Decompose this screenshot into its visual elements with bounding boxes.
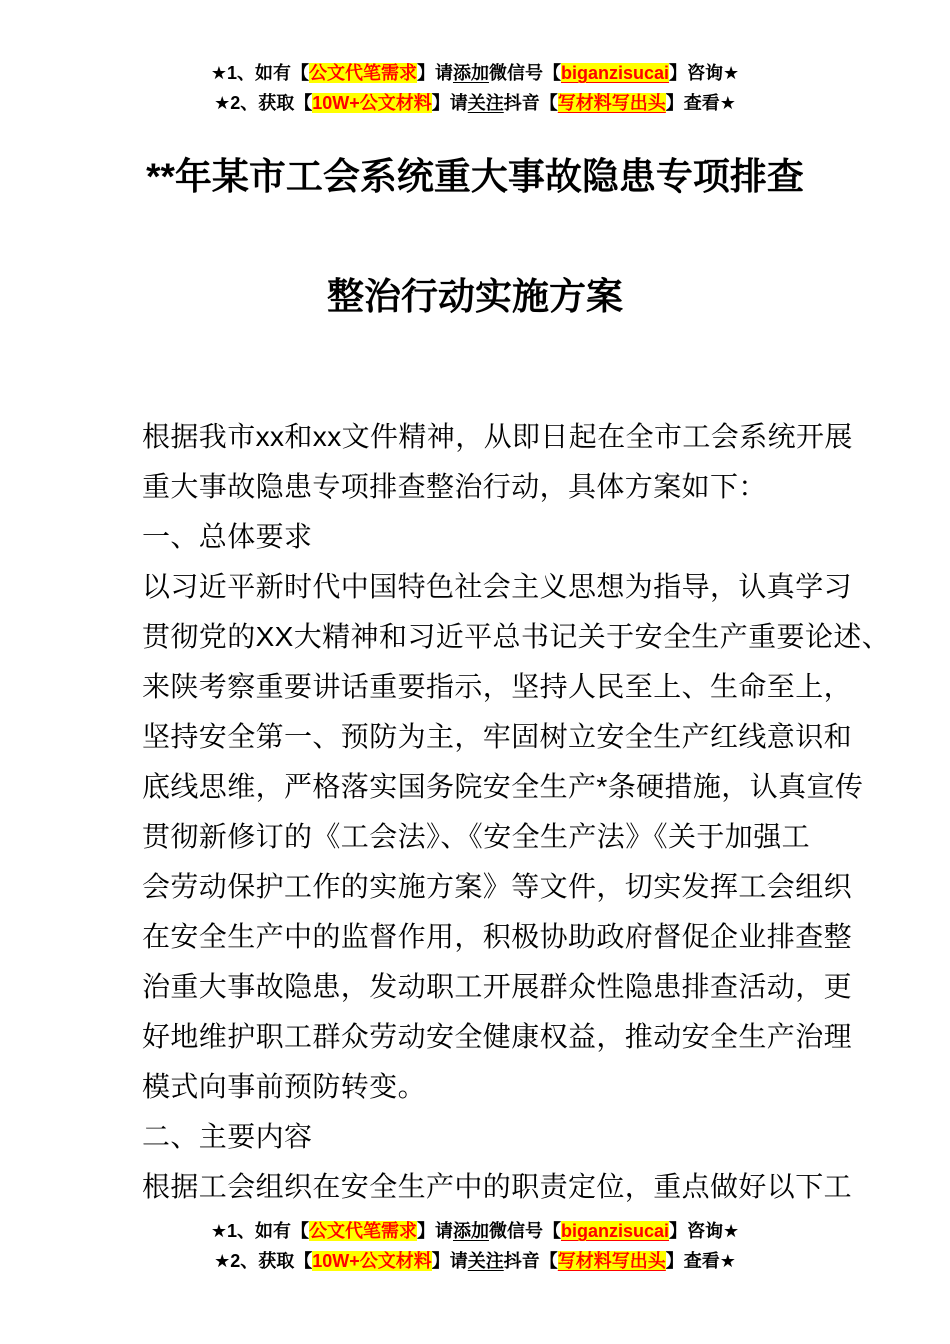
body-line: 模式向事前预防转变。 <box>142 1071 427 1102</box>
promo-text: 微信号【 <box>488 63 561 83</box>
promo-text: ★2、获取【 <box>214 1251 313 1271</box>
promo-text: 】请 <box>416 63 453 83</box>
promo-text: 】请 <box>431 1251 468 1271</box>
section-heading-2: 二、主要内容 <box>142 1121 313 1152</box>
promo-text: ★1、如有【 <box>210 1221 309 1241</box>
body-line: 底线思维，严格落实国务院安全生产*条硬措施，认真宣传 <box>142 771 864 802</box>
promo-underline-add: 添加 <box>452 1221 489 1241</box>
promo-text: 】请 <box>416 1221 453 1241</box>
body-line: 坚持安全第一、预防为主，牢固树立安全生产红线意识和 <box>142 721 853 752</box>
document-title-line-2: 整治行动实施方案 <box>327 276 623 317</box>
promo-text: 抖音【 <box>503 1251 558 1271</box>
promo-underline-follow: 关注 <box>467 93 504 113</box>
promo-text: ★1、如有【 <box>210 63 309 83</box>
document-title-line-1: **年某市工会系统重大事故隐患专项排查 <box>146 156 804 197</box>
body-line: 会劳动保护工作的实施方案》等文件，切实发挥工会组织 <box>142 871 853 902</box>
body-line: 贯彻新修订的《工会法》、《安全生产法》《关于加强工 <box>142 821 811 852</box>
body-line: 根据工会组织在安全生产中的职责定位，重点做好以下工 <box>142 1171 853 1202</box>
promo-text: 抖音【 <box>503 93 558 113</box>
promo-footer <box>0 1216 950 1276</box>
promo-highlight-writing-service: 公文代笔需求 <box>308 1221 417 1241</box>
section-heading-1: 一、总体要求 <box>142 521 313 552</box>
body-line: 以习近平新时代中国特色社会主义思想为指导，认真学习 <box>142 571 853 602</box>
promo-footer-line-2 <box>0 1246 950 1276</box>
document-body <box>142 412 891 1212</box>
body-line: 好地维护职工群众劳动安全健康权益，推动安全生产治理 <box>142 1021 853 1052</box>
promo-footer-line-1 <box>0 1216 950 1246</box>
promo-text: 】查看★ <box>665 1251 736 1271</box>
promo-text: ★2、获取【 <box>214 93 313 113</box>
promo-highlight-writing-service: 公文代笔需求 <box>308 63 417 83</box>
promo-text: 微信号【 <box>488 1221 561 1241</box>
promo-header <box>0 58 950 118</box>
promo-underline-add: 添加 <box>452 63 489 83</box>
promo-text: 】查看★ <box>665 93 736 113</box>
promo-highlight-materials: 10W+公文材料 <box>312 1251 432 1271</box>
promo-douyin-id: 写材料写出头 <box>557 93 666 113</box>
promo-header-line-2 <box>0 88 950 118</box>
promo-wechat-id: biganzisucai <box>560 1221 670 1241</box>
body-line: 重大事故隐患专项排查整治行动，具体方案如下： <box>142 471 767 502</box>
body-line: 来陕考察重要讲话重要指示，坚持人民至上、生命至上， <box>142 671 853 702</box>
promo-highlight-materials: 10W+公文材料 <box>312 93 432 113</box>
promo-text: 】咨询★ <box>669 63 740 83</box>
promo-douyin-id: 写材料写出头 <box>557 1251 666 1271</box>
body-line: 根据我市xx和xx文件精神，从即日起在全市工会系统开展 <box>142 421 853 452</box>
promo-text: 】咨询★ <box>669 1221 740 1241</box>
body-line: 贯彻党的XX大精神和习近平总书记关于安全生产重要论述、 <box>142 621 891 652</box>
promo-underline-follow: 关注 <box>467 1251 504 1271</box>
body-line: 在安全生产中的监督作用，积极协助政府督促企业排查整 <box>142 921 853 952</box>
promo-text: 】请 <box>431 93 468 113</box>
promo-header-line-1 <box>0 58 950 88</box>
promo-wechat-id: biganzisucai <box>560 63 670 83</box>
body-line: 治重大事故隐患，发动职工开展群众性隐患排查活动，更 <box>142 971 853 1002</box>
